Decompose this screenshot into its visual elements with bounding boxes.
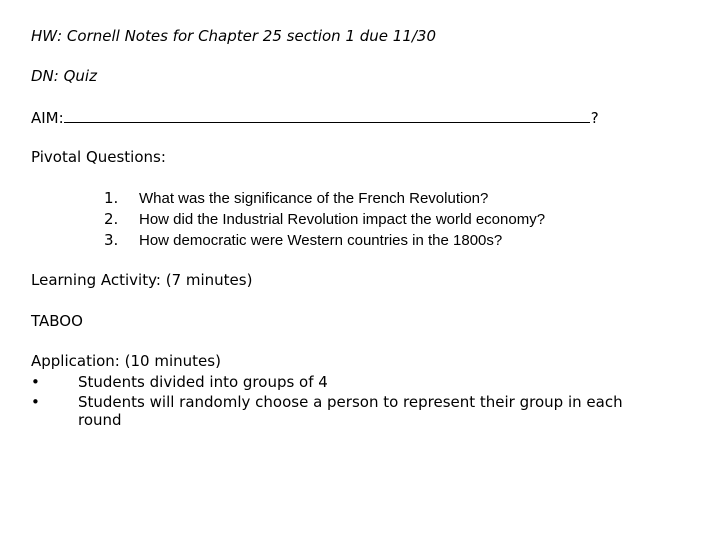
aim-line	[31, 108, 599, 127]
homework-line: HW: Cornell Notes for Chapter 25 section 1 due 11/30	[31, 27, 437, 45]
activity-name: TABOO	[31, 312, 83, 330]
aim-question-mark: ?	[590, 109, 599, 127]
bullet-icon: •	[31, 373, 40, 391]
question-text: How democratic were Western countries in the 1800s?	[139, 232, 503, 249]
application-label: Application:	[31, 352, 120, 370]
aim-blank-underline	[64, 108, 590, 123]
question-text: How did the Industrial Revolution impact the world economy?	[139, 211, 546, 228]
bullet-icon: •	[31, 393, 40, 411]
question-number: 2.	[104, 210, 119, 228]
question-text: What was the significance of the French Revolution?	[139, 190, 489, 207]
application-line	[31, 352, 221, 370]
question-number: 1.	[104, 189, 119, 207]
learning-activity-line: Learning Activity: (7 minutes)	[31, 271, 253, 289]
application-duration: (10 minutes)	[119, 352, 221, 370]
bullet-text: Students divided into groups of 4	[78, 373, 328, 391]
application-bullets	[31, 373, 691, 431]
bullet-item	[31, 373, 691, 391]
bullet-text: Students will randomly choose a person to represent their group in each round	[78, 393, 623, 429]
bullet-item	[31, 393, 691, 429]
aim-label: AIM:	[31, 109, 64, 127]
question-number: 3.	[104, 231, 119, 249]
pivotal-questions-heading: Pivotal Questions:	[31, 148, 166, 166]
do-now-line: DN: Quiz	[31, 67, 97, 85]
